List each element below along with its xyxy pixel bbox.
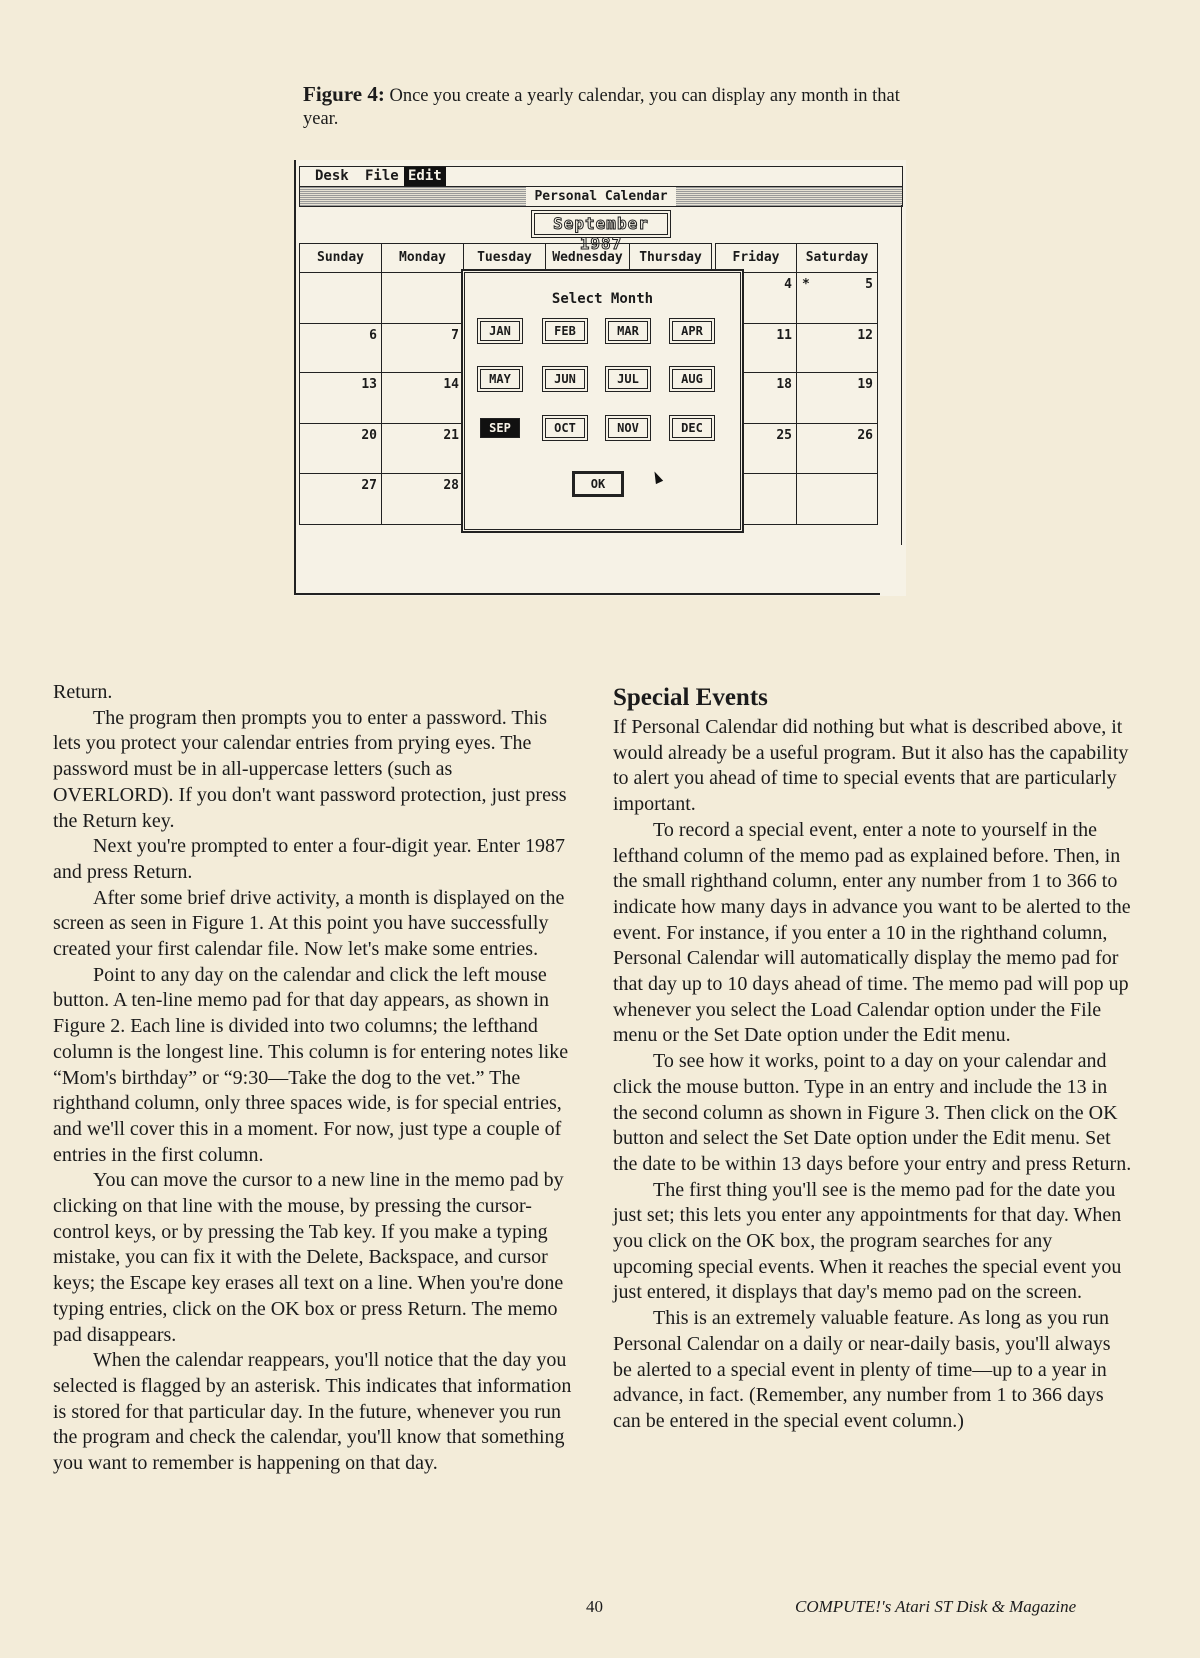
weekday-monday: Monday — [381, 243, 464, 273]
day-cell[interactable] — [299, 372, 382, 424]
day-cell[interactable] — [381, 423, 464, 474]
weekday-tuesday: Tuesday — [463, 243, 546, 273]
month-button-sep[interactable]: SEP — [480, 418, 520, 438]
day-cell[interactable] — [796, 272, 878, 324]
paragraph: Point to any day on the calendar and click the left mouse button. A ten-line memo pad for that day appears, as shown in Figure 2. Each line is divided into two columns; the lefthand column is the longest line. This column is for entering notes like “Mom's birthday” or “9:30—Take the dog to the vet.” The righthand column, only three spaces wide, is for special entries, and we'll cover this in a moment. For now, just type a couple of entries in the first column. — [53, 963, 569, 1166]
dialog-title: Select Month — [551, 291, 654, 307]
day-number: 26 — [857, 428, 873, 443]
paragraph: Next you're prompted to enter a four-digit year. Enter 1987 and press Return. — [53, 835, 565, 883]
month-title-box — [531, 210, 671, 253]
day-number: 5 — [865, 277, 873, 292]
menu-file[interactable]: File — [365, 168, 399, 184]
day-number: 19 — [857, 377, 873, 392]
weekday-friday: Friday — [715, 243, 797, 273]
day-cell[interactable] — [796, 473, 878, 525]
paragraph: You can move the cursor to a new line in the memo pad by clicking on that line with the mouse, by pressing the cursor-control keys, or by pressing the Tab key. If you make a typing mistake, you can fix it with the Delete, Backspace, and cursor keys; the Escape key erases all text on a line. When you're done typing entries, click on the OK box or press Return. The memo pad disappears. — [53, 1169, 564, 1346]
day-cell[interactable] — [299, 272, 382, 324]
day-cell[interactable] — [796, 323, 878, 373]
day-number: 6 — [369, 328, 377, 343]
day-cell[interactable] — [381, 473, 464, 525]
day-number: 25 — [776, 428, 792, 443]
day-cell[interactable] — [796, 423, 878, 474]
left-column — [53, 680, 573, 1477]
day-number: 13 — [361, 377, 377, 392]
weekday-thursday: Thursday — [629, 243, 712, 273]
day-number: 27 — [361, 478, 377, 493]
paragraph: If Personal Calendar did nothing but what is described above, it would already be a useful program. But it also has the capability to alert you ahead of time to special events that are particularly important. — [613, 716, 1129, 816]
day-cell[interactable] — [796, 372, 878, 424]
month-button-may[interactable]: MAY — [480, 369, 520, 389]
figure-screenshot — [294, 160, 906, 596]
asterisk-flag: * — [802, 277, 810, 292]
page-number: 40 — [586, 1597, 603, 1616]
month-title: September 1987 — [534, 213, 668, 235]
paragraph: This is an extremely valuable feature. As long as you run Personal Calendar on a daily or near-daily basis, you'll always be alerted to a special event in plenty of time—up to a year in advance, in fact. (Remember, any number from 1 to 366 days can be entered in the special event column.) — [613, 1307, 1111, 1432]
month-button-dec[interactable]: DEC — [672, 418, 712, 438]
month-button-nov[interactable]: NOV — [608, 418, 648, 438]
day-number: 7 — [451, 328, 459, 343]
mouse-pointer-icon — [651, 470, 663, 484]
day-cell[interactable] — [381, 372, 464, 424]
select-month-dialog — [462, 270, 743, 532]
menu-desk[interactable]: Desk — [315, 168, 349, 184]
month-button-aug[interactable]: AUG — [672, 369, 712, 389]
paragraph: Return. — [53, 681, 113, 703]
day-cell[interactable] — [381, 272, 464, 324]
day-cell[interactable] — [299, 323, 382, 373]
figure-caption — [303, 83, 903, 131]
weekday-saturday: Saturday — [796, 243, 878, 273]
paragraph: The first thing you'll see is the memo pad for the date you just set; this lets you enter any appointments for that day. When you click on the OK box, the program searches for any upcoming special events. When it reaches the special event you just entered, it displays that day's memo pad on the screen. — [613, 1178, 1122, 1304]
day-cell[interactable] — [299, 473, 382, 525]
day-cell[interactable] — [299, 423, 382, 474]
paragraph: To see how it works, point to a day on your calendar and click the mouse button. Type in an entry and include the 13 in the second column as shown in Figure 3. Then click on the OK button and select the Set Date option under the Edit menu. Set the date to be within 13 days before your entry and press Return. — [613, 1050, 1132, 1175]
weekday-sunday: Sunday — [299, 243, 382, 273]
magazine-title: COMPUTE!'s Atari ST Disk & Magazine — [795, 1597, 1077, 1616]
window-title: Personal Calendar — [526, 187, 676, 206]
day-number: 4 — [784, 277, 792, 292]
day-number: 28 — [443, 478, 459, 493]
paragraph: When the calendar reappears, you'll notice that the day you selected is flagged by an asterisk. This indicates that information is stored for that particular day. In the future, whenever you run the program and check the calendar, you'll know that something you want to remember is happening on that day. — [53, 1349, 572, 1475]
paragraph: After some brief drive activity, a month is displayed on the screen as seen in Figure 1. At this point you have successfully created your first calendar file. Now let's make some entries. — [53, 886, 565, 961]
weekday-wednesday: Wednesday — [545, 243, 630, 273]
menu-bar — [299, 166, 903, 187]
figure-label: Figure 4: — [303, 82, 385, 106]
month-button-jan[interactable]: JAN — [480, 321, 520, 341]
paragraph: To record a special event, enter a note to yourself in the lefthand column of the memo pad as explained before. Then, in the small righthand column, enter any number from 1 to 366 to indicate how many days in advance you want to be alerted to the event. For instance, if you enter a 10 in the righthand column, Personal Calendar will automatically display the memo pad for that day up to 10 days ahead of time. The memo pad will pop up whenever you select the Load Calendar option under the File menu or the Set Date option under the Edit menu. — [613, 818, 1131, 1047]
month-button-apr[interactable]: APR — [672, 321, 712, 341]
window-title-bar[interactable] — [299, 186, 903, 207]
month-button-mar[interactable]: MAR — [608, 321, 648, 341]
right-column — [613, 683, 1133, 1435]
day-number: 18 — [776, 377, 792, 392]
month-button-jul[interactable]: JUL — [608, 369, 648, 389]
month-button-jun[interactable]: JUN — [545, 369, 585, 389]
day-number: 20 — [361, 428, 377, 443]
day-number: 21 — [443, 428, 459, 443]
day-cell[interactable] — [381, 323, 464, 373]
day-number: 14 — [443, 377, 459, 392]
section-heading: Special Events — [613, 684, 768, 711]
menu-edit[interactable]: Edit — [404, 167, 446, 186]
month-button-feb[interactable]: FEB — [545, 321, 585, 341]
paragraph: The program then prompts you to enter a password. This lets you protect your calendar entries from prying eyes. The password must be in all-uppercase letters (such as OVERLORD). If you don't want password protection, just press the Return key. — [53, 706, 567, 832]
day-number: 11 — [776, 328, 792, 343]
day-number: 12 — [857, 328, 873, 343]
month-button-oct[interactable]: OCT — [545, 418, 585, 438]
ok-button[interactable]: OK — [572, 471, 624, 497]
figure-caption-text: Once you create a yearly calendar, you can display any month in that year. — [303, 86, 900, 129]
